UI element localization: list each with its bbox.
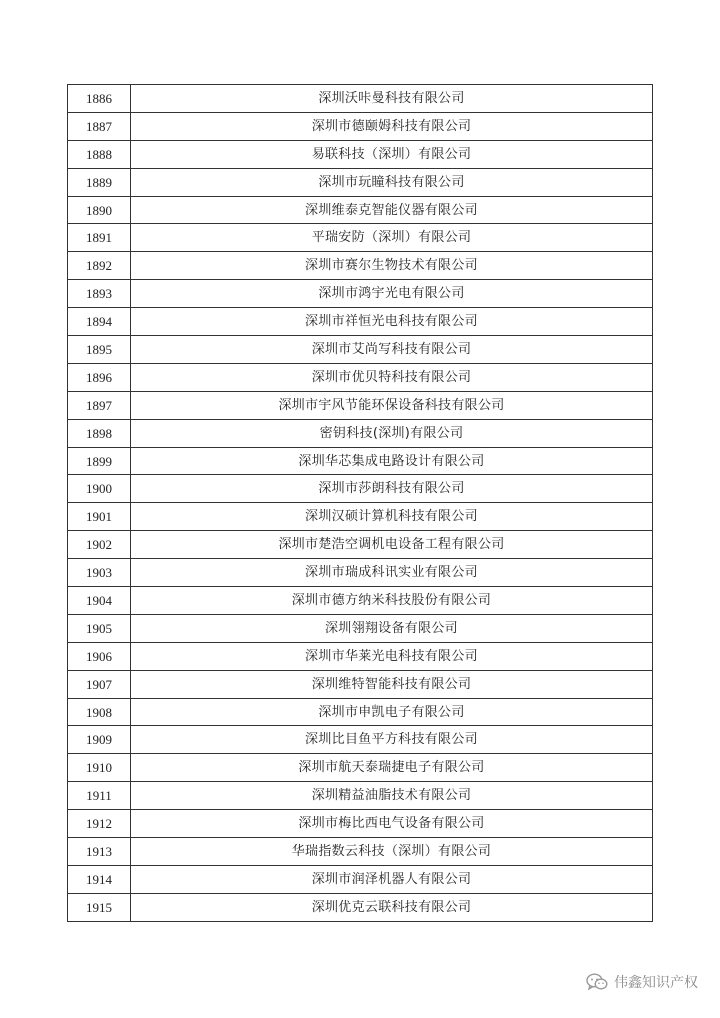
- row-number: 1912: [68, 810, 131, 838]
- row-number: 1899: [68, 447, 131, 475]
- row-number: 1902: [68, 531, 131, 559]
- row-number: 1898: [68, 419, 131, 447]
- wechat-icon: [586, 973, 608, 991]
- company-name: 深圳华芯集成电路设计有限公司: [131, 447, 653, 475]
- table-row: [68, 85, 653, 113]
- company-list-body: [68, 85, 653, 922]
- table-row: [68, 168, 653, 196]
- row-number: 1897: [68, 391, 131, 419]
- company-name: 深圳市梅比西电气设备有限公司: [131, 810, 653, 838]
- table-row: [68, 726, 653, 754]
- company-name: 深圳市楚浩空调机电设备工程有限公司: [131, 531, 653, 559]
- table-row: [68, 447, 653, 475]
- table-row: [68, 698, 653, 726]
- table-row: [68, 140, 653, 168]
- company-name: 深圳市赛尔生物技术有限公司: [131, 252, 653, 280]
- company-name: 深圳优克云联科技有限公司: [131, 893, 653, 921]
- company-name: 深圳市玩瞳科技有限公司: [131, 168, 653, 196]
- company-name: 深圳维特智能科技有限公司: [131, 670, 653, 698]
- row-number: 1911: [68, 782, 131, 810]
- row-number: 1908: [68, 698, 131, 726]
- table-row: [68, 419, 653, 447]
- company-name: 深圳沃咔曼科技有限公司: [131, 85, 653, 113]
- wechat-watermark: [586, 972, 698, 992]
- row-number: 1893: [68, 280, 131, 308]
- table-row: [68, 531, 653, 559]
- row-number: 1888: [68, 140, 131, 168]
- table-row: [68, 280, 653, 308]
- company-name: 深圳市航天泰瑞捷电子有限公司: [131, 754, 653, 782]
- row-number: 1894: [68, 308, 131, 336]
- company-name: 深圳市鸿宇光电有限公司: [131, 280, 653, 308]
- row-number: 1914: [68, 865, 131, 893]
- row-number: 1906: [68, 642, 131, 670]
- table-row: [68, 893, 653, 921]
- table-row: [68, 252, 653, 280]
- company-name: 深圳翎翔设备有限公司: [131, 614, 653, 642]
- row-number: 1915: [68, 893, 131, 921]
- table-row: [68, 224, 653, 252]
- company-name: 平瑞安防（深圳）有限公司: [131, 224, 653, 252]
- company-name: 深圳市申凯电子有限公司: [131, 698, 653, 726]
- company-name: 深圳市德方纳米科技股份有限公司: [131, 587, 653, 615]
- company-name: 华瑞指数云科技（深圳）有限公司: [131, 838, 653, 866]
- table-row: [68, 475, 653, 503]
- row-number: 1901: [68, 503, 131, 531]
- row-number: 1900: [68, 475, 131, 503]
- table-row: [68, 754, 653, 782]
- company-name: 深圳比目鱼平方科技有限公司: [131, 726, 653, 754]
- company-name: 深圳市德颐姆科技有限公司: [131, 112, 653, 140]
- row-number: 1887: [68, 112, 131, 140]
- table-row: [68, 363, 653, 391]
- table-row: [68, 642, 653, 670]
- table-row: [68, 810, 653, 838]
- table-row: [68, 782, 653, 810]
- company-name: 深圳市莎朗科技有限公司: [131, 475, 653, 503]
- company-name: 深圳市润泽机器人有限公司: [131, 865, 653, 893]
- table-row: [68, 308, 653, 336]
- company-name: 深圳市华莱光电科技有限公司: [131, 642, 653, 670]
- row-number: 1910: [68, 754, 131, 782]
- table-row: [68, 559, 653, 587]
- watermark-text: 伟鑫知识产权: [614, 975, 698, 991]
- table-row: [68, 503, 653, 531]
- row-number: 1913: [68, 838, 131, 866]
- table-row: [68, 838, 653, 866]
- row-number: 1896: [68, 363, 131, 391]
- row-number: 1903: [68, 559, 131, 587]
- table-row: [68, 196, 653, 224]
- table-row: [68, 391, 653, 419]
- company-list-table: [67, 84, 653, 922]
- row-number: 1890: [68, 196, 131, 224]
- company-name: 深圳市优贝特科技有限公司: [131, 363, 653, 391]
- table-row: [68, 336, 653, 364]
- row-number: 1907: [68, 670, 131, 698]
- company-name: 密钥科技(深圳)有限公司: [131, 419, 653, 447]
- table-row: [68, 112, 653, 140]
- table-row: [68, 587, 653, 615]
- row-number: 1904: [68, 587, 131, 615]
- company-name: 深圳市艾尚写科技有限公司: [131, 336, 653, 364]
- table-row: [68, 614, 653, 642]
- row-number: 1905: [68, 614, 131, 642]
- row-number: 1886: [68, 85, 131, 113]
- company-name: 深圳精益油脂技术有限公司: [131, 782, 653, 810]
- table-row: [68, 865, 653, 893]
- company-name: 深圳汉硕计算机科技有限公司: [131, 503, 653, 531]
- company-name: 深圳市瑞成科讯实业有限公司: [131, 559, 653, 587]
- table-row: [68, 670, 653, 698]
- company-name: 深圳维泰克智能仪器有限公司: [131, 196, 653, 224]
- row-number: 1895: [68, 336, 131, 364]
- row-number: 1891: [68, 224, 131, 252]
- company-name: 易联科技（深圳）有限公司: [131, 140, 653, 168]
- row-number: 1909: [68, 726, 131, 754]
- row-number: 1892: [68, 252, 131, 280]
- company-name: 深圳市祥恒光电科技有限公司: [131, 308, 653, 336]
- row-number: 1889: [68, 168, 131, 196]
- company-name: 深圳市宇风节能环保设备科技有限公司: [131, 391, 653, 419]
